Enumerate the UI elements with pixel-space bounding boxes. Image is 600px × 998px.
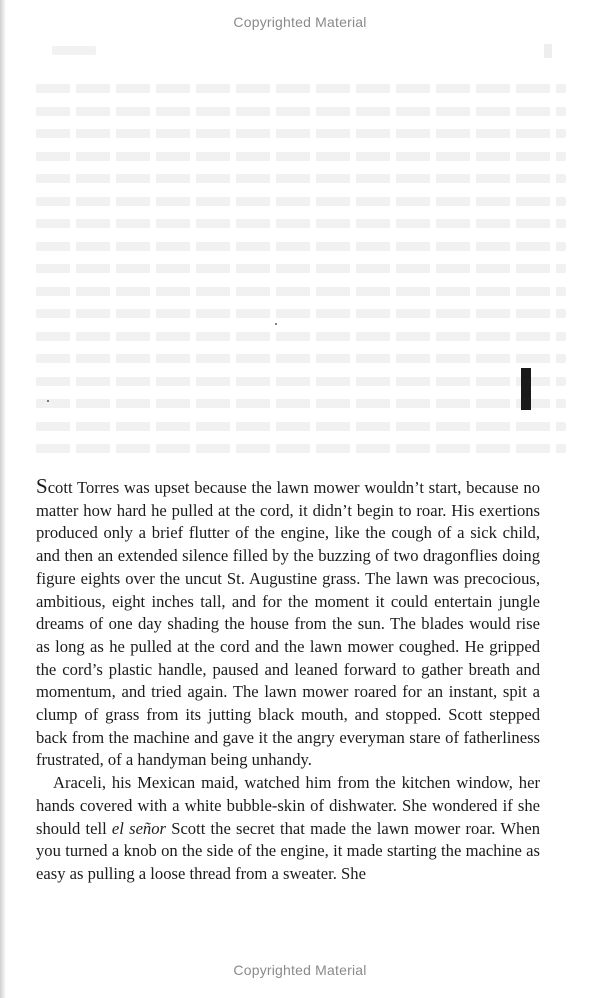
bleed-line	[36, 129, 566, 138]
bleed-line	[36, 309, 566, 318]
bleed-line	[36, 399, 566, 408]
bleed-through-page-number	[544, 44, 552, 58]
dropcap-letter: S	[36, 474, 48, 498]
watermark-bottom: Copyrighted Material	[233, 962, 367, 978]
paragraph-1	[36, 476, 540, 772]
bleed-line	[36, 197, 566, 206]
bleed-line	[36, 107, 566, 116]
bleed-through-header	[52, 44, 552, 60]
paragraph-1-text: cott Torres was upset because the lawn mower wouldn’t start, because no matter how hard he pulled at the cord, it didn’t begin to roar. His exertions produced only a brief flutter of the engine, like the cough of a sick child, and then an extended silence filled by the buzzing of two dragonflies doing figure eights over the uncut St. Augustine grass. The lawn was precocious, ambitious, eight inches tall, and for the moment it could entertain jungle dreams of one day shading the house from the sun. The blades would rise as long as he pulled at the cord and the lawn mower coughed. He gripped the cord’s plastic handle, paused and leaned forward to gather breath and momentum, and tried again. The lawn mower roared for an instant, spit a clump of grass from its jutting black mouth, and stopped. Scott stepped back from the machine and gave it the angry everyman stare of fatherliness frustrated, of a handyman being unhandy.	[36, 478, 540, 770]
page-edge-shadow	[0, 0, 6, 998]
bleed-line	[36, 219, 566, 228]
bleed-line	[36, 84, 566, 93]
chapter-body	[36, 476, 540, 886]
print-speck	[275, 323, 277, 325]
paragraph-2-text-after: Scott the secret that made the lawn mower roar. When you turned a knob on the side of the engine, it made starting the machine as easy as pulling a loose thread from a sweater. She	[36, 818, 541, 883]
bleed-line	[36, 444, 566, 453]
watermark-top: Copyrighted Material	[233, 14, 367, 30]
bleed-line	[36, 287, 566, 296]
print-speck	[47, 400, 49, 402]
bleed-through-text	[36, 84, 566, 467]
bleed-line	[36, 264, 566, 273]
bleed-line	[36, 242, 566, 251]
bleed-line	[36, 332, 566, 341]
paragraph-2	[36, 772, 540, 886]
chapter-number	[521, 368, 531, 410]
bleed-line	[36, 377, 566, 386]
bleed-through-running-head	[52, 46, 96, 55]
bleed-line	[36, 152, 566, 161]
paragraph-2-emphasis: el señor	[111, 818, 166, 838]
bleed-line	[36, 174, 566, 183]
bleed-line	[36, 422, 566, 431]
paragraph-2-text-before: Araceli, his Mexican maid, watched him from the kitchen window, her hands covered with a white bubble-skin of dishwater. She wondered if she should tell	[36, 773, 540, 838]
bleed-line	[36, 354, 566, 363]
